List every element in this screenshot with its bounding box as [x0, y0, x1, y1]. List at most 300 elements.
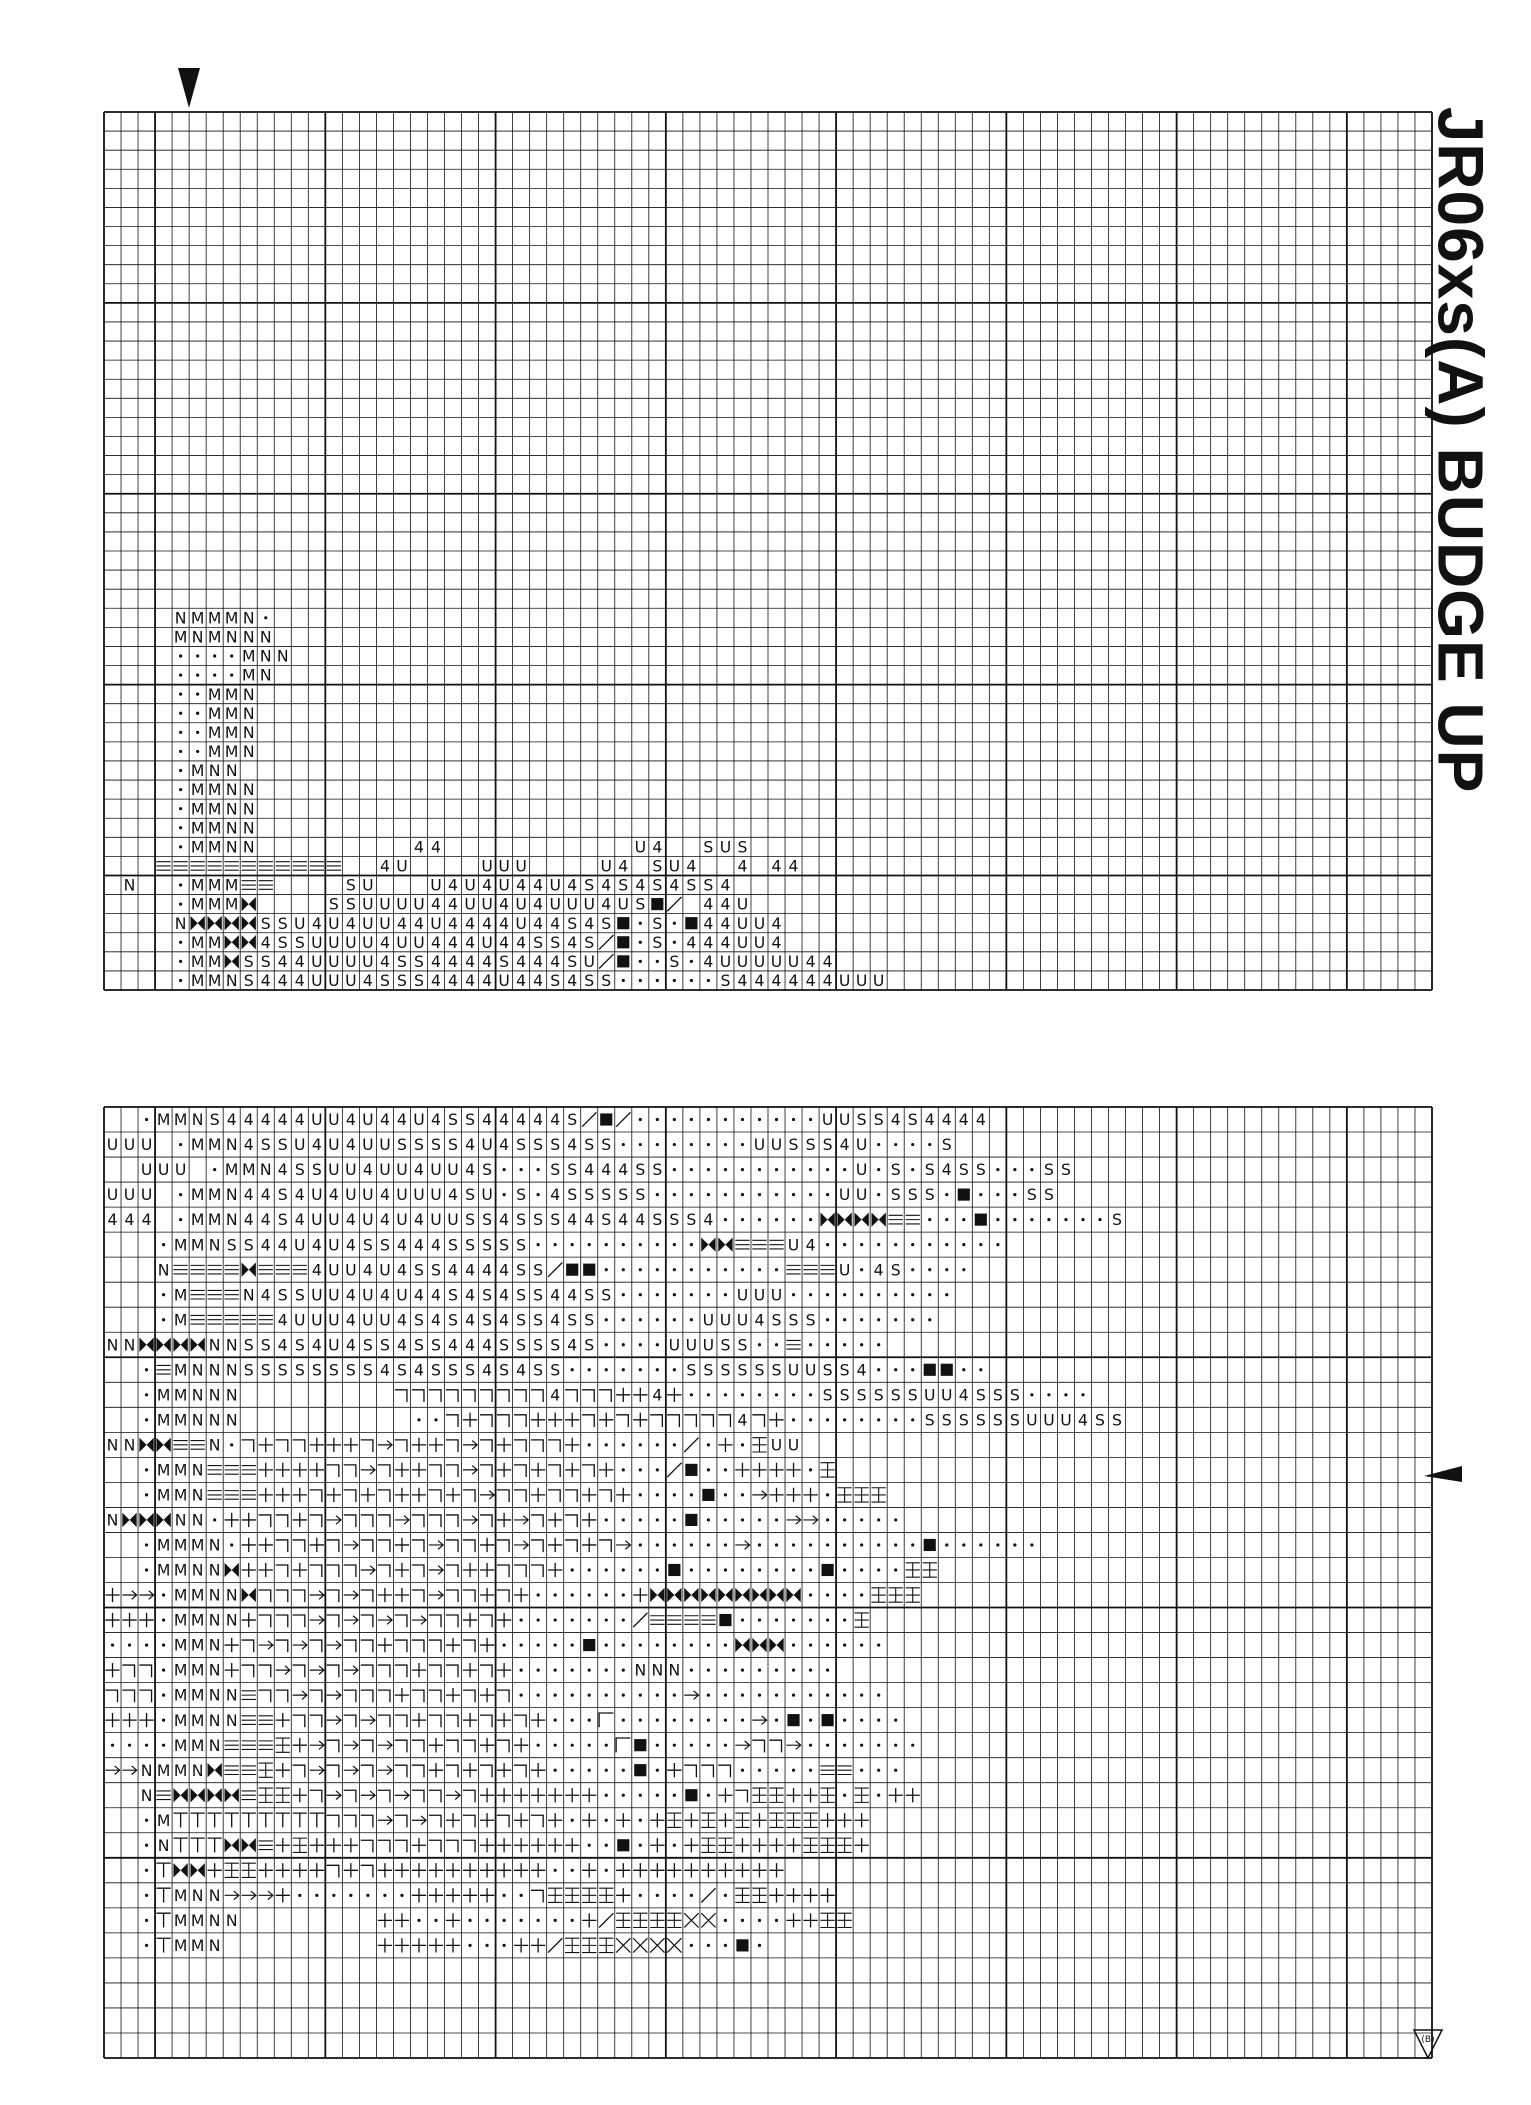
chart-b-stitch [429, 1515, 441, 1527]
chart-b-stitch [361, 1466, 375, 1475]
chart-a-stitch [230, 654, 233, 657]
chart-b-stitch: U [328, 1285, 340, 1305]
chart-a-stitch: M [190, 818, 205, 838]
chart-b-stitch: U [294, 1135, 306, 1155]
chart-b-stitch [860, 1568, 863, 1571]
chart-b-stitch [622, 1618, 625, 1621]
chart-b-stitch [122, 1713, 136, 1727]
chart-b-stitch: N [225, 1585, 238, 1605]
chart-a-stitch: U [345, 932, 357, 952]
chart-b-stitch [854, 1212, 868, 1226]
chart-b-stitch [673, 1493, 676, 1496]
chart-b-stitch [826, 1643, 829, 1646]
chart-b-stitch: S [635, 1160, 646, 1180]
chart-b-stitch [667, 1588, 681, 1602]
chart-b-stitch [809, 1568, 812, 1571]
chart-b-stitch: 4 [567, 1135, 578, 1155]
chart-a-stitch: U [430, 875, 442, 895]
chart-a-stitch: 4 [618, 856, 629, 876]
chart-b-stitch: M [224, 1160, 239, 1180]
chart-b-stitch [173, 1788, 187, 1802]
chart-a-stitch: U [294, 913, 306, 933]
chart-b-stitch [809, 1468, 812, 1471]
chart-b-stitch: S [379, 1235, 390, 1255]
chart-a-stitch: S [737, 837, 748, 857]
chart-b-stitch [463, 1888, 477, 1902]
chart-b-stitch [480, 1390, 492, 1402]
chart-b-stitch [571, 1618, 574, 1621]
chart-b-stitch: S [601, 1185, 612, 1205]
chart-b-stitch [259, 1788, 273, 1802]
chart-b-stitch [412, 1515, 424, 1527]
chart-b-stitch: M [190, 1235, 205, 1255]
chart-b-stitch: S [1043, 1185, 1054, 1205]
chart-b-stitch [826, 1593, 829, 1596]
chart-b-stitch [911, 1293, 914, 1296]
chart-b-stitch [803, 1488, 817, 1502]
chart-b-stitch [173, 1265, 187, 1274]
chart-b-stitch: 4 [499, 1260, 510, 1280]
chart-b-stitch [412, 1838, 426, 1852]
chart-b-stitch [361, 1765, 373, 1777]
chart-a-stitch: N [242, 780, 255, 800]
chart-b-stitch [718, 1788, 732, 1802]
chart-a-stitch: 4 [601, 875, 612, 895]
chart-a-stitch: S [277, 932, 288, 952]
chart-b-stitch [225, 1563, 239, 1577]
chart-a-stitch: U [311, 971, 323, 991]
chart-b-stitch [616, 1112, 630, 1126]
chart-b-stitch [667, 1938, 681, 1952]
chart-a-stitch: S [277, 913, 288, 933]
chart-b-stitch [378, 1840, 390, 1852]
chart-b-stitch [480, 1688, 494, 1702]
chart-b-stitch: S [516, 1135, 527, 1155]
chart-b-stitch [190, 1265, 204, 1274]
chart-b-stitch [310, 1616, 324, 1625]
chart-b-stitch [724, 1919, 727, 1922]
chart-b-stitch [463, 1590, 475, 1602]
chart-b-stitch [656, 1268, 659, 1271]
chart-b-stitch: M [190, 1135, 205, 1155]
chart-a-stitch: S [584, 875, 595, 895]
chart-b-stitch: S [465, 1360, 476, 1380]
chart-b-stitch: S [890, 1260, 901, 1280]
chart-b-stitch [605, 1744, 608, 1747]
chart-a-stitch: M [224, 722, 239, 742]
chart-a-stitch [651, 898, 663, 910]
chart-a-stitch: S [294, 932, 305, 952]
chart-b-stitch [554, 1618, 557, 1621]
chart-b-stitch [145, 1118, 148, 1121]
chart-a-stitch: 4 [703, 894, 714, 914]
chart-b-stitch [707, 1268, 710, 1271]
chart-b-stitch: S [686, 1360, 697, 1380]
chart-b-stitch [639, 1543, 642, 1546]
chart-b-stitch: S [652, 1160, 663, 1180]
chart-b-stitch: 4 [345, 1110, 356, 1130]
chart-b-stitch: S [924, 1185, 935, 1205]
chart-b-stitch [843, 1168, 846, 1171]
chart-b-stitch: 4 [362, 1160, 373, 1180]
chart-a-stitch: S [243, 971, 254, 991]
chart-a-stitch: 4 [686, 856, 697, 876]
chart-b-stitch: S [1009, 1385, 1020, 1405]
chart-b-stitch: 4 [311, 1260, 322, 1280]
chart-b-stitch: 4 [379, 1185, 390, 1205]
chart-b-stitch [190, 1338, 204, 1352]
chart-b-stitch [792, 1543, 795, 1546]
chart-a-stitch: 4 [396, 913, 407, 933]
chart-b-stitch [412, 1816, 426, 1825]
chart-a-stitch: N [242, 818, 255, 838]
chart-a-stitch: S [413, 951, 424, 971]
chart-b-stitch: U [736, 1285, 749, 1305]
chart-b-stitch [554, 1919, 557, 1922]
chart-b-stitch: S [431, 1360, 441, 1380]
chart-b-stitch [480, 1538, 494, 1552]
chart-b-stitch [208, 1466, 222, 1475]
chart-b-stitch [639, 1694, 642, 1697]
chart-b-stitch: U [770, 1435, 783, 1455]
chart-b-stitch [293, 1641, 307, 1650]
chart-a-stitch: 4 [533, 875, 544, 895]
chart-b-stitch [911, 1268, 914, 1271]
chart-a-stitch: M [224, 894, 239, 914]
chart-a-stitch [617, 936, 629, 948]
chart-b-stitch: S [1060, 1160, 1071, 1180]
chart-b-stitch [928, 1243, 931, 1246]
chart-b-stitch [378, 1540, 390, 1552]
chart-b-stitch: N [106, 1435, 119, 1455]
chart-b-stitch: S [635, 1185, 646, 1205]
chart-b-stitch: 4 [431, 1310, 441, 1330]
chart-b-stitch [520, 1668, 523, 1671]
chart-b-stitch [429, 1938, 443, 1952]
chart-b-stitch [480, 1615, 492, 1627]
chart-b-stitch: S [890, 1160, 901, 1180]
chart-a-stitch [179, 712, 182, 715]
chart-b-stitch [803, 1813, 817, 1827]
chart-a-stitch: N [242, 742, 255, 762]
chart-b-stitch [571, 1744, 574, 1747]
chart-a-stitch [179, 826, 182, 829]
chart-b-stitch: S [856, 1385, 867, 1405]
chart-b-stitch: N [208, 1360, 221, 1380]
chart-b-stitch [667, 1463, 681, 1477]
chart-b-stitch: 4 [873, 1260, 884, 1280]
chart-b-stitch: 4 [226, 1110, 237, 1130]
chart-b-stitch [548, 1513, 562, 1527]
chart-b-stitch: S [771, 1360, 782, 1380]
chart-a-stitch: 4 [362, 971, 373, 991]
chart-b-stitch [565, 1788, 579, 1802]
chart-b-stitch [894, 1293, 897, 1296]
chart-b-stitch: 4 [448, 1185, 459, 1205]
chart-b-stitch [752, 1788, 766, 1802]
markers [178, 68, 1462, 2058]
chart-b-stitch: U [668, 1335, 681, 1355]
chart-b-stitch [571, 1719, 574, 1722]
chart-b-stitch [327, 1615, 339, 1627]
chart-b-stitch [877, 1568, 880, 1571]
chart-b-stitch [429, 1640, 441, 1652]
chart-b-stitch [639, 1368, 642, 1371]
chart-b-stitch [446, 1715, 458, 1727]
chart-a-stitch [230, 673, 233, 676]
chart-b-stitch: N [225, 1210, 238, 1230]
chart-b-stitch [809, 1668, 812, 1671]
chart-b-stitch: S [822, 1360, 833, 1380]
chart-b-stitch [656, 1794, 659, 1797]
chart-b-stitch [446, 1938, 460, 1952]
chart-b-stitch [276, 1666, 290, 1675]
chart-b-stitch [395, 1463, 409, 1477]
chart-a-stitch: N [191, 627, 204, 647]
chart-b-stitch: N [208, 1535, 221, 1555]
chart-b-stitch [639, 1894, 642, 1897]
chart-b-stitch: 4 [482, 1335, 493, 1355]
chart-a-stitch: M [190, 894, 205, 914]
chart-b-stitch: N [225, 1385, 238, 1405]
chart-b-stitch [531, 1463, 545, 1477]
chart-b-stitch [656, 1769, 659, 1772]
chart-b-stitch [395, 1863, 409, 1877]
chart-b-stitch [344, 1838, 358, 1852]
chart-b-stitch [803, 1838, 817, 1852]
chart-b-stitch [860, 1694, 863, 1697]
chart-b-stitch [139, 1690, 151, 1702]
chart-b-stitch [327, 1838, 341, 1852]
chart-b-stitch [622, 1293, 625, 1296]
chart-b-stitch: U [294, 1235, 306, 1255]
chart-b-stitch: S [907, 1110, 918, 1130]
chart-b-stitch: 4 [499, 1210, 510, 1230]
chart-b-stitch [605, 1318, 608, 1321]
chart-b-stitch [752, 1888, 766, 1902]
chart-b-stitch [327, 1740, 339, 1752]
chart-b-stitch [656, 1543, 659, 1546]
chart-b-stitch [395, 1715, 407, 1727]
chart-b-stitch: M [173, 1685, 188, 1705]
chart-b-stitch [497, 1613, 511, 1627]
chart-b-stitch [225, 1838, 239, 1852]
chart-b-stitch [537, 1243, 540, 1246]
chart-b-stitch: 4 [277, 1235, 288, 1255]
chart-b-stitch: M [173, 1535, 188, 1555]
chart-b-stitch [537, 1694, 540, 1697]
chart-b-stitch [310, 1863, 324, 1877]
chart-b-stitch [571, 1819, 574, 1822]
chart-b-stitch [395, 1538, 409, 1552]
chart-a-stitch: U [396, 894, 408, 914]
chart-a-stitch: 4 [311, 913, 322, 933]
chart-b-stitch: N [140, 1760, 153, 1780]
chart-b-stitch: 4 [465, 1310, 476, 1330]
chart-b-stitch: S [516, 1310, 527, 1330]
chart-b-stitch: S [601, 1135, 612, 1155]
chart-a-stitch [242, 935, 256, 949]
chart-b-stitch [293, 1691, 307, 1700]
chart-a-stitch: S [703, 875, 714, 895]
chart-b-stitch: M [190, 1585, 205, 1605]
chart-a-stitch: U [736, 894, 749, 914]
chart-b-stitch [105, 1690, 117, 1702]
chart-a-stitch: U [855, 971, 868, 991]
chart-b-stitch: 4 [345, 1210, 356, 1230]
chart-a-stitch: S [652, 875, 663, 895]
chart-b-stitch [906, 1788, 920, 1802]
chart-b-stitch: N [191, 1110, 204, 1130]
chart-b-stitch [276, 1540, 288, 1552]
chart-b-stitch [412, 1765, 424, 1777]
chart-b-stitch [639, 1318, 642, 1321]
chart-b-stitch [344, 1438, 358, 1452]
chart-b-stitch: 4 [465, 1285, 476, 1305]
chart-b-stitch: 4 [260, 1185, 271, 1205]
chart-b-stitch [503, 1193, 506, 1196]
chart-b-stitch: S [890, 1185, 901, 1205]
chart-b-stitch [860, 1643, 863, 1646]
chart-b-stitch [259, 1716, 273, 1725]
chart-b-stitch [605, 1794, 608, 1797]
chart-b-stitch: N [225, 1610, 238, 1630]
chart-b-stitch [775, 1543, 778, 1546]
chart-a-stitch: S [533, 932, 544, 952]
chart-b-stitch [605, 1568, 608, 1571]
chart-b-stitch [514, 1565, 526, 1577]
chart-b-stitch [162, 1593, 165, 1596]
chart-b-stitch: S [703, 1360, 714, 1380]
chart-b-stitch [656, 1293, 659, 1296]
chart-b-stitch [463, 1516, 477, 1525]
chart-b-stitch [741, 1143, 744, 1146]
chart-b-stitch [429, 1738, 443, 1752]
chart-b-stitch [514, 1813, 528, 1827]
chart-b-stitch: S [737, 1335, 748, 1355]
chart-b-stitch: N [191, 1560, 204, 1580]
chart-b-stitch: S [907, 1185, 918, 1205]
chart-b-stitch: U [821, 1110, 834, 1130]
chart-b-stitch [656, 1193, 659, 1196]
chart-b-stitch: U [481, 1185, 493, 1205]
chart-a-stitch: N [242, 799, 255, 819]
chart-b-stitch [837, 1766, 851, 1775]
chart-b-stitch: U [379, 1135, 391, 1155]
chart-b-stitch: S [873, 1385, 884, 1405]
chart-a-stitch: N [208, 761, 221, 781]
chart-b-stitch [531, 1890, 543, 1902]
chart-b-stitch [837, 1488, 851, 1502]
chart-b-stitch [707, 1443, 710, 1446]
chart-b-stitch [752, 1438, 766, 1452]
chart-a-stitch: 4 [737, 971, 748, 991]
chart-b-stitch [775, 1118, 778, 1121]
chart-b-stitch [741, 1518, 744, 1521]
chart-b-stitch: M [190, 1635, 205, 1655]
chart-b-stitch [979, 1193, 982, 1196]
chart-a-stitch: M [224, 875, 239, 895]
chart-b-stitch: N [225, 1410, 238, 1430]
chart-b-stitch: S [737, 1360, 748, 1380]
chart-b-stitch [429, 1863, 443, 1877]
chart-b-stitch: S [567, 1160, 578, 1180]
chart-b-stitch [1064, 1393, 1067, 1396]
chart-b-stitch [758, 1618, 761, 1621]
chart-b-stitch [1047, 1218, 1050, 1221]
chart-b-stitch [514, 1788, 528, 1802]
chart-b-stitch [582, 1888, 596, 1902]
chart-b-stitch: 4 [379, 1360, 390, 1380]
chart-b-stitch: S [379, 1335, 390, 1355]
chart-b-stitch: M [173, 1710, 188, 1730]
chart-b-stitch: 4 [618, 1160, 629, 1180]
chart-b-stitch [877, 1143, 880, 1146]
chart-b-stitch: U [140, 1135, 153, 1155]
chart-b-stitch: U [702, 1335, 715, 1355]
chart-b-stitch [860, 1543, 863, 1546]
chart-a-stitch: U [345, 971, 357, 991]
chart-b-stitch: U [787, 1435, 800, 1455]
chart-b-stitch [463, 1663, 477, 1677]
chart-b-stitch [463, 1763, 477, 1777]
chart-b-stitch: U [770, 1285, 783, 1305]
chart-b-stitch [860, 1593, 863, 1596]
chart-b-stitch [327, 1590, 339, 1602]
chart-b-stitch [310, 1515, 322, 1527]
chart-b-stitch: S [1026, 1185, 1037, 1205]
chart-b-stitch [378, 1490, 390, 1502]
chart-b-stitch [429, 1840, 441, 1852]
chart-a-stitch: M [190, 932, 205, 952]
chart-b-stitch [480, 1738, 494, 1752]
chart-b-stitch [480, 1665, 492, 1677]
chart-b-stitch [361, 1865, 373, 1877]
chart-b-stitch [361, 1440, 373, 1452]
chart-b-stitch [565, 1515, 577, 1527]
chart-b-stitch [242, 1891, 256, 1900]
chart-b-stitch [616, 1388, 630, 1402]
chart-b-stitch: M [207, 1210, 222, 1230]
chart-b-stitch [622, 1568, 625, 1571]
chart-b-stitch [378, 1638, 392, 1652]
chart-b-stitch: 4 [975, 1110, 986, 1130]
chart-b-stitch [259, 1563, 273, 1577]
chart-b-stitch [554, 1869, 557, 1872]
chart-b-stitch [911, 1143, 914, 1146]
chart-b-stitch [690, 1643, 693, 1646]
chart-b-stitch [622, 1318, 625, 1321]
chart-b-stitch [684, 1438, 698, 1452]
chart-b-stitch: N [191, 1510, 204, 1530]
chart-b-stitch [741, 1568, 744, 1571]
chart-b-stitch [463, 1441, 477, 1450]
chart-b-stitch [718, 1813, 732, 1827]
chart-a-stitch [667, 897, 681, 911]
chart-b-stitch: M [156, 1535, 171, 1555]
chart-b-stitch [225, 1466, 239, 1475]
chart-b-stitch [225, 1513, 239, 1527]
chart-b-stitch: S [311, 1360, 322, 1380]
chart-b-stitch [979, 1243, 982, 1246]
chart-a-stitch [310, 862, 324, 871]
chart-b-stitch [548, 1838, 562, 1852]
chart-b-stitch [520, 1618, 523, 1621]
chart-b-stitch: U [838, 1260, 851, 1280]
chart-a-stitch [208, 862, 222, 871]
chart-b-stitch [446, 1440, 458, 1452]
chart-b-stitch [480, 1465, 492, 1477]
